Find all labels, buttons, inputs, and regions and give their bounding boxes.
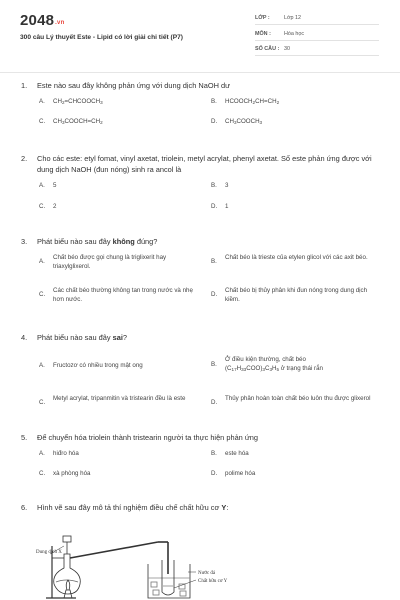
option-4c[interactable]: C. Metyl acrylat, tripanmitin và tristearin đều là este	[39, 395, 186, 406]
document-title: 300 câu Lý thuyết Este - Lipid có lời giải chi tiết (P7)	[20, 34, 183, 41]
option-2c[interactable]: C. 2	[39, 203, 57, 210]
option-3d[interactable]: D. Chất béo bị thủy phân khi đun nóng trong dung dịch kiềm.	[211, 287, 368, 303]
option-5b[interactable]: B. este hóa	[211, 450, 249, 457]
option-1d[interactable]: D. $CH_3COOCH_3$	[211, 118, 263, 125]
option-2a[interactable]: A. 5	[39, 182, 57, 189]
option-4a[interactable]: A. Fructozơ có nhiều trong mật ong	[39, 362, 143, 369]
meta-row-subject: MÔN : Hóa học	[255, 28, 379, 41]
question-2: 2. Cho các este: etyl fomat, vinyl axetat, triolein, metyl acrylat, phenyl axetat. Số este phản ứng được với dung dịch NaOH (đun nóng) sinh ra ancol là A. 5 B. 3 C. 2 D. 1	[21, 154, 372, 210]
lab-apparatus-figure	[30, 524, 230, 600]
page-header	[0, 0, 400, 72]
option-2d[interactable]: D. 1	[211, 203, 229, 210]
option-4b[interactable]: B. Ở điều kiện thường, chất béo $(C_{17}H_{33}COO)_3C_3H_5$ ở trạng thái rắn	[211, 356, 323, 372]
option-1c[interactable]: C. $CH_3COOCH=CH_2$	[39, 118, 103, 125]
option-3a[interactable]: A. Chất béo được gọi chung là triglixerit hay triaxylglixerol.	[39, 254, 167, 270]
question-6: 6. Hình vẽ sau đây mô tả thí nghiệm điều chế chất hữu cơ Y:	[21, 503, 229, 512]
label-organic-y: Chất hữu cơ Y	[198, 579, 228, 584]
option-5d[interactable]: D. polime hóa	[211, 470, 256, 477]
option-5c[interactable]: C. xà phòng hóa	[39, 470, 91, 477]
question-1: 1. Este nào sau đây không phản ứng với dung dịch NaOH dư A. $CH_2=CHCOOCH_3$ B. $HCOOCH_2CH=CH_2$ C. $CH_3COOCH=CH_2$ D. $CH_3COOCH_3$	[21, 80, 381, 133]
meta-row-class: LỚP : Lớp 12	[255, 12, 379, 25]
option-2b[interactable]: B. 3	[211, 182, 229, 189]
meta-row-count: SỐ CÂU : 30	[255, 43, 379, 56]
question-5: 5. Để chuyển hóa triolein thành tristearin người ta thực hiện phản ứng A. hiđro hóa B. este hóa C. xà phòng hóa D. polime hóa	[21, 433, 259, 477]
option-1b[interactable]: B. $HCOOCH_2CH=CH_2$	[211, 98, 280, 105]
label-ice-water: Nước đá	[198, 571, 216, 576]
question-3: 3. Phát biểu nào sau đây không đúng? A. Chất béo được gọi chung là triglixerit hay triaxylglixerol. B. Chất béo là trieste của etylen glicol với các axit béo. C. Các chất béo thường không tan trong nước và nhẹ hơn nước. D. Chất béo bị thủy phân khi đun nóng trong dung dịch kiềm.	[21, 236, 381, 323]
option-4d[interactable]: D. Thủy phân hoàn toàn chất béo luôn thu được glixerol	[211, 395, 371, 406]
option-1a[interactable]: A. $CH_2=CHCOOCH_3$	[39, 98, 103, 105]
option-3c[interactable]: C. Các chất béo thường không tan trong nước và nhẹ hơn nước.	[39, 287, 193, 303]
label-solution-x: Dung dịch X	[36, 550, 62, 555]
option-3b[interactable]: B. Chất béo là trieste của etylen glicol với các axit béo.	[211, 254, 368, 265]
question-4: 4. Phát biểu nào sau đây sai? A. Fructozơ có nhiều trong mật ong B. Ở điều kiện thường, chất béo $(C_{17}H_{33}COO)_3C_3H_5$ ở trạng thái rắn C. Metyl acrylat, tripanmitin và tristearin đều là este D. Thủy phân hoàn toàn chất béo luôn thu được glixerol	[21, 333, 371, 406]
site-logo[interactable]: 2048.vn	[20, 12, 65, 29]
option-5a[interactable]: A. hiđro hóa	[39, 450, 79, 457]
header-divider	[0, 72, 400, 73]
